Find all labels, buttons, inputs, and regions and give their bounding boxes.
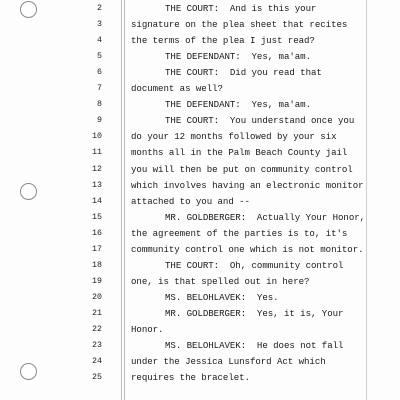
- line-text: MS. BELOHLAVEK: He does not fall: [165, 340, 344, 352]
- line-number: 13: [92, 180, 102, 190]
- line-text: which involves having an electronic monitor: [131, 179, 364, 191]
- line-text: signature on the plea sheet that recites: [131, 19, 348, 31]
- line-number: 10: [92, 132, 102, 142]
- line-text: you will then be put on community control: [131, 163, 353, 175]
- line-text: months all in the Palm Beach County jail: [131, 147, 348, 159]
- line-number: 5: [97, 52, 102, 62]
- line-number: 24: [92, 357, 102, 367]
- line-text: MR. GOLDBERGER: Actually Your Honor,: [165, 211, 366, 223]
- line-number: 9: [97, 116, 102, 126]
- line-number: 19: [92, 276, 102, 286]
- transcript-line: [0, 323, 400, 337]
- line-text: document as well?: [131, 83, 223, 95]
- line-number: 4: [97, 36, 102, 46]
- line-text: community control one which is not monitor.: [131, 243, 364, 255]
- line-number: 22: [92, 325, 102, 334]
- transcript-line: [0, 339, 400, 353]
- line-number: 25: [92, 373, 102, 383]
- line-number: 6: [97, 68, 102, 78]
- line-number: 16: [92, 228, 102, 238]
- transcript-line: [0, 50, 400, 64]
- transcript-line: [0, 259, 400, 273]
- line-text: THE COURT: Did you read that: [165, 67, 322, 79]
- line-text: under the Jessica Lunsford Act which: [131, 356, 326, 368]
- line-text: do your 12 months followed by your six: [131, 131, 337, 143]
- line-text: THE DEFENDANT: Yes, ma'am.: [165, 99, 311, 111]
- line-text: the agreement of the parties is to, it's: [131, 227, 348, 239]
- line-text: MS. BELOHLAVEK: Yes.: [165, 291, 279, 303]
- line-text: the terms of the plea I just read?: [131, 35, 315, 47]
- line-number: 11: [92, 148, 102, 158]
- transcript-line: [0, 291, 400, 305]
- line-number: 8: [97, 100, 102, 110]
- transcript-line: [0, 307, 400, 321]
- line-text: THE COURT: And is this your: [165, 3, 317, 14]
- line-text: attached to you and --: [131, 195, 250, 207]
- transcript-line: [0, 98, 400, 112]
- line-number: 2: [97, 4, 102, 13]
- line-text: one, is that spelled out in here?: [131, 275, 310, 287]
- line-text: THE COURT: Oh, community control: [165, 259, 344, 271]
- line-text: THE DEFENDANT: Yes, ma'am.: [165, 51, 311, 63]
- transcript-line: [0, 114, 400, 128]
- line-number: 15: [92, 212, 102, 222]
- line-number: 20: [92, 292, 102, 302]
- line-number: 14: [92, 196, 102, 206]
- line-number: 18: [92, 260, 102, 270]
- transcript-line: [0, 130, 400, 144]
- line-number: 3: [97, 20, 102, 30]
- transcript-line: [0, 66, 400, 80]
- transcript-line: [0, 2, 400, 16]
- transcript-line: [0, 227, 400, 241]
- transcript-line: [0, 243, 400, 257]
- line-number: 23: [92, 341, 102, 351]
- transcript-line: [0, 355, 400, 369]
- line-text: requires the bracelet.: [131, 372, 250, 384]
- transcript-line: [0, 179, 400, 193]
- line-text: THE COURT: You understand once you: [165, 115, 355, 127]
- line-number: 21: [92, 308, 102, 318]
- transcript-line: [0, 34, 400, 48]
- line-number: 12: [92, 164, 102, 174]
- transcript-line: [0, 146, 400, 160]
- transcript-line: [0, 371, 400, 385]
- line-number: 17: [92, 244, 102, 254]
- transcript-line: [0, 163, 400, 177]
- line-text: Honor.: [131, 324, 164, 335]
- transcript-line: [0, 195, 400, 209]
- transcript-line: [0, 18, 400, 32]
- line-number: 7: [97, 84, 102, 94]
- transcript-line: [0, 82, 400, 96]
- line-text: MR. GOLDBERGER: Yes, it is, Your: [165, 307, 344, 319]
- transcript-line: [0, 211, 400, 225]
- transcript-line: [0, 275, 400, 289]
